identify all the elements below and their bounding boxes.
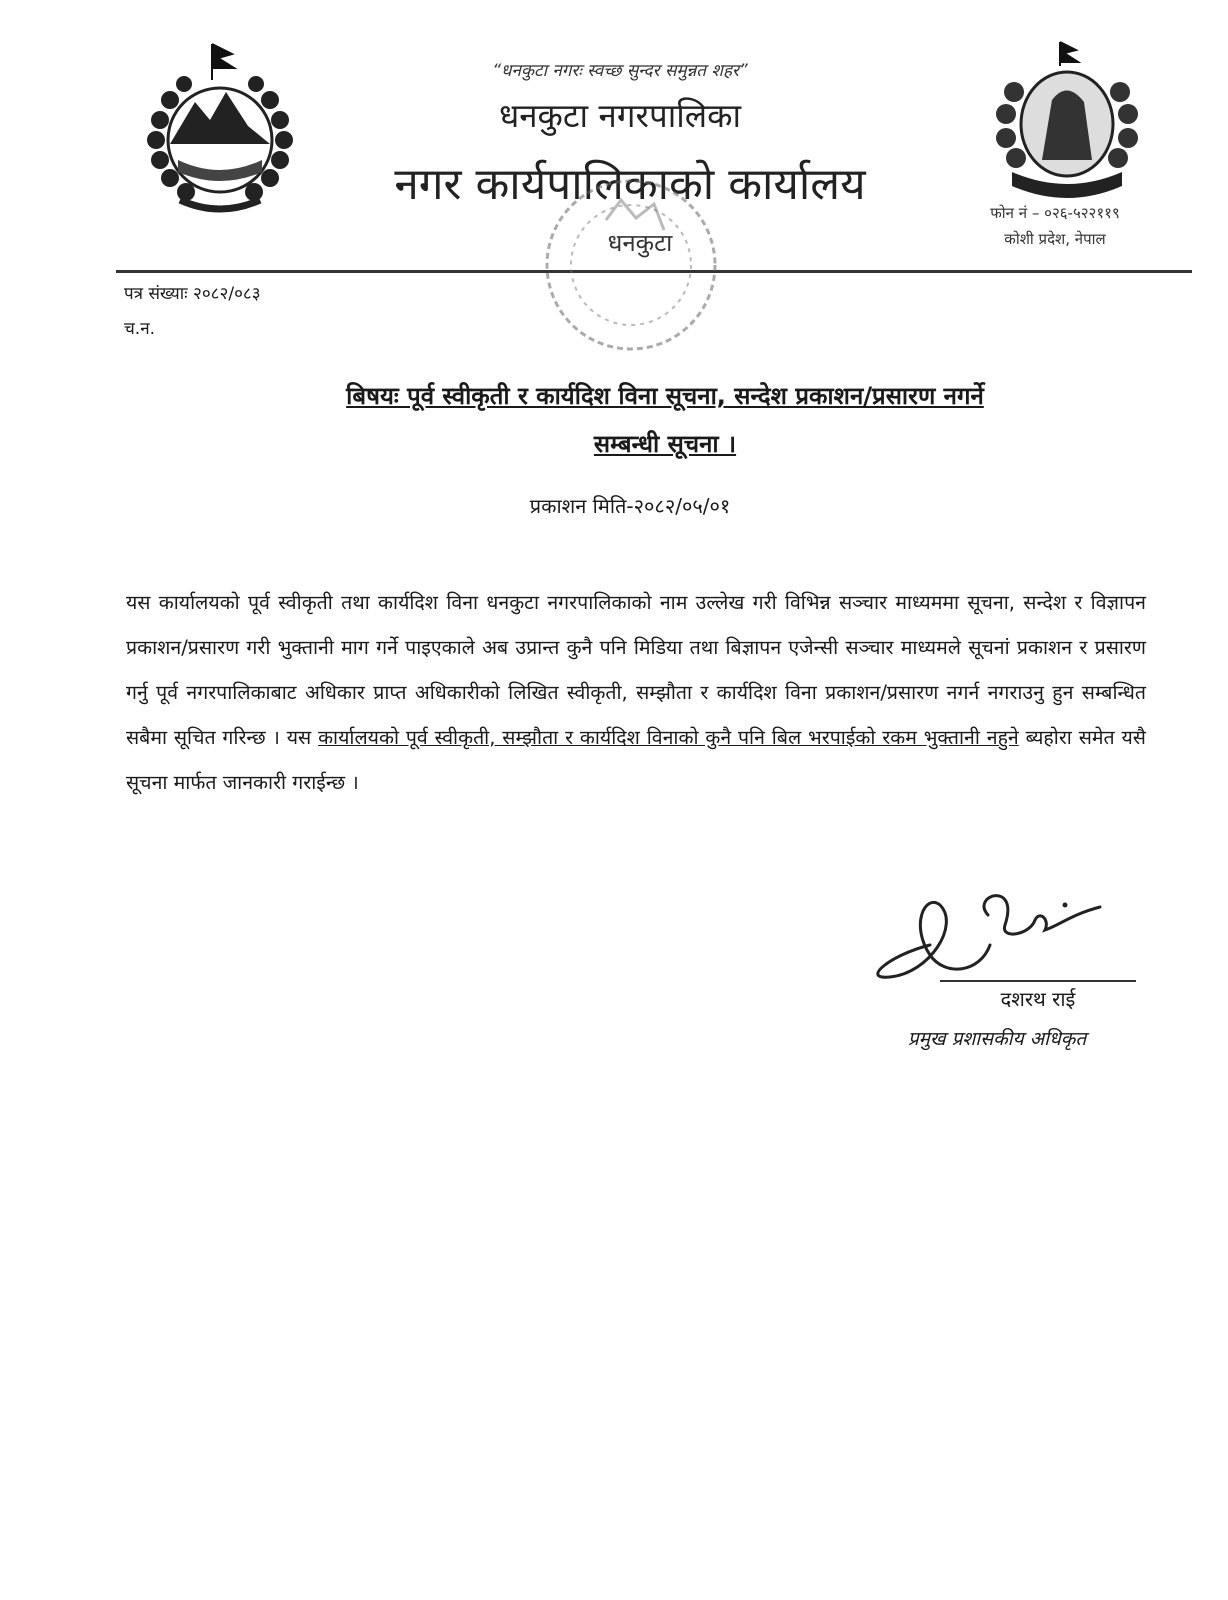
office-name: नगर कार्यपालिकाको कार्यालय [394, 159, 866, 210]
municipality-name: धनकुटा नगरपालिका [498, 96, 742, 135]
notice-subject [150, 372, 1180, 468]
body-underlined-text: कार्यालयको पूर्व स्वीकृती, सम्झौता र कार्यदिश विनाको कुनै पनि बिल भरपाईको रकम भुक्तानी नहुने [318, 726, 1019, 749]
signatory-name: दशरथ राई [1000, 987, 1076, 1011]
dispatch-number: च.न. [124, 319, 156, 339]
office-stamp [536, 170, 726, 360]
phone-number: फोन नं – ०२६-५२२११९ [990, 204, 1120, 222]
letter-number: पत्र संख्याः २०८२/०८३ [124, 284, 261, 304]
municipality-logo [992, 40, 1142, 198]
signature-line [940, 980, 1136, 982]
body-text-part-1: यस कार्यालयको पूर्व स्वीकृती तथा कार्यदिश विना धनकुटा नगरपालिकाको नाम उल्लेख गरी विभिन्न सञ्चार माध्यममा सूचना, सन्देश र विज्ञापन प्रकाशन/प्रसारण गरी भुक्तानी माग गर्ने पाइएकाले अब उप्रान्त कुनै पनि मिडिया तथा बिज्ञापन एजेन्सी सञ्चार माध्यमले सूचनां प्रकाशन र प्रसारण गर्नु पूर्व नगरपालिकाबाट अधिकार प्राप्त अधिकारीको लिखित स्वीकृती, सम्झौता र कार्यदिश विना प्रकाशन/प्रसारण नगर्न नगराउनु हुन सम्बन्धित सबैमा सूचित गरिन्छ । यस [126, 591, 1146, 749]
notice-body [126, 580, 1146, 805]
municipality-tagline: “धनकुटा नगरः स्वच्छ सुन्दर समुन्नत शहर” [492, 61, 748, 81]
district-name: धनकुटा [607, 229, 673, 257]
subject-line-1: बिषयः पूर्व स्वीकृती र कार्यदिश विना सूचना, सन्देश प्रकाशन/प्रसारण नगर्ने [346, 382, 984, 410]
signatory-title: प्रमुख प्रशासकीय अधिकृत [907, 1028, 1087, 1050]
nepal-emblem-logo [140, 40, 300, 215]
province-address: कोशी प्रदेश, नेपाल [1004, 230, 1106, 248]
body-text-part-2: ब्यहोरा समेत यसै सूचना मार्फत जानकारी गराईन्छ । [126, 726, 1146, 794]
subject-line-2: सम्बन्धी सूचना । [593, 430, 737, 458]
publication-date: प्रकाशन मिति-२०८२/०५/०१ [529, 494, 731, 518]
